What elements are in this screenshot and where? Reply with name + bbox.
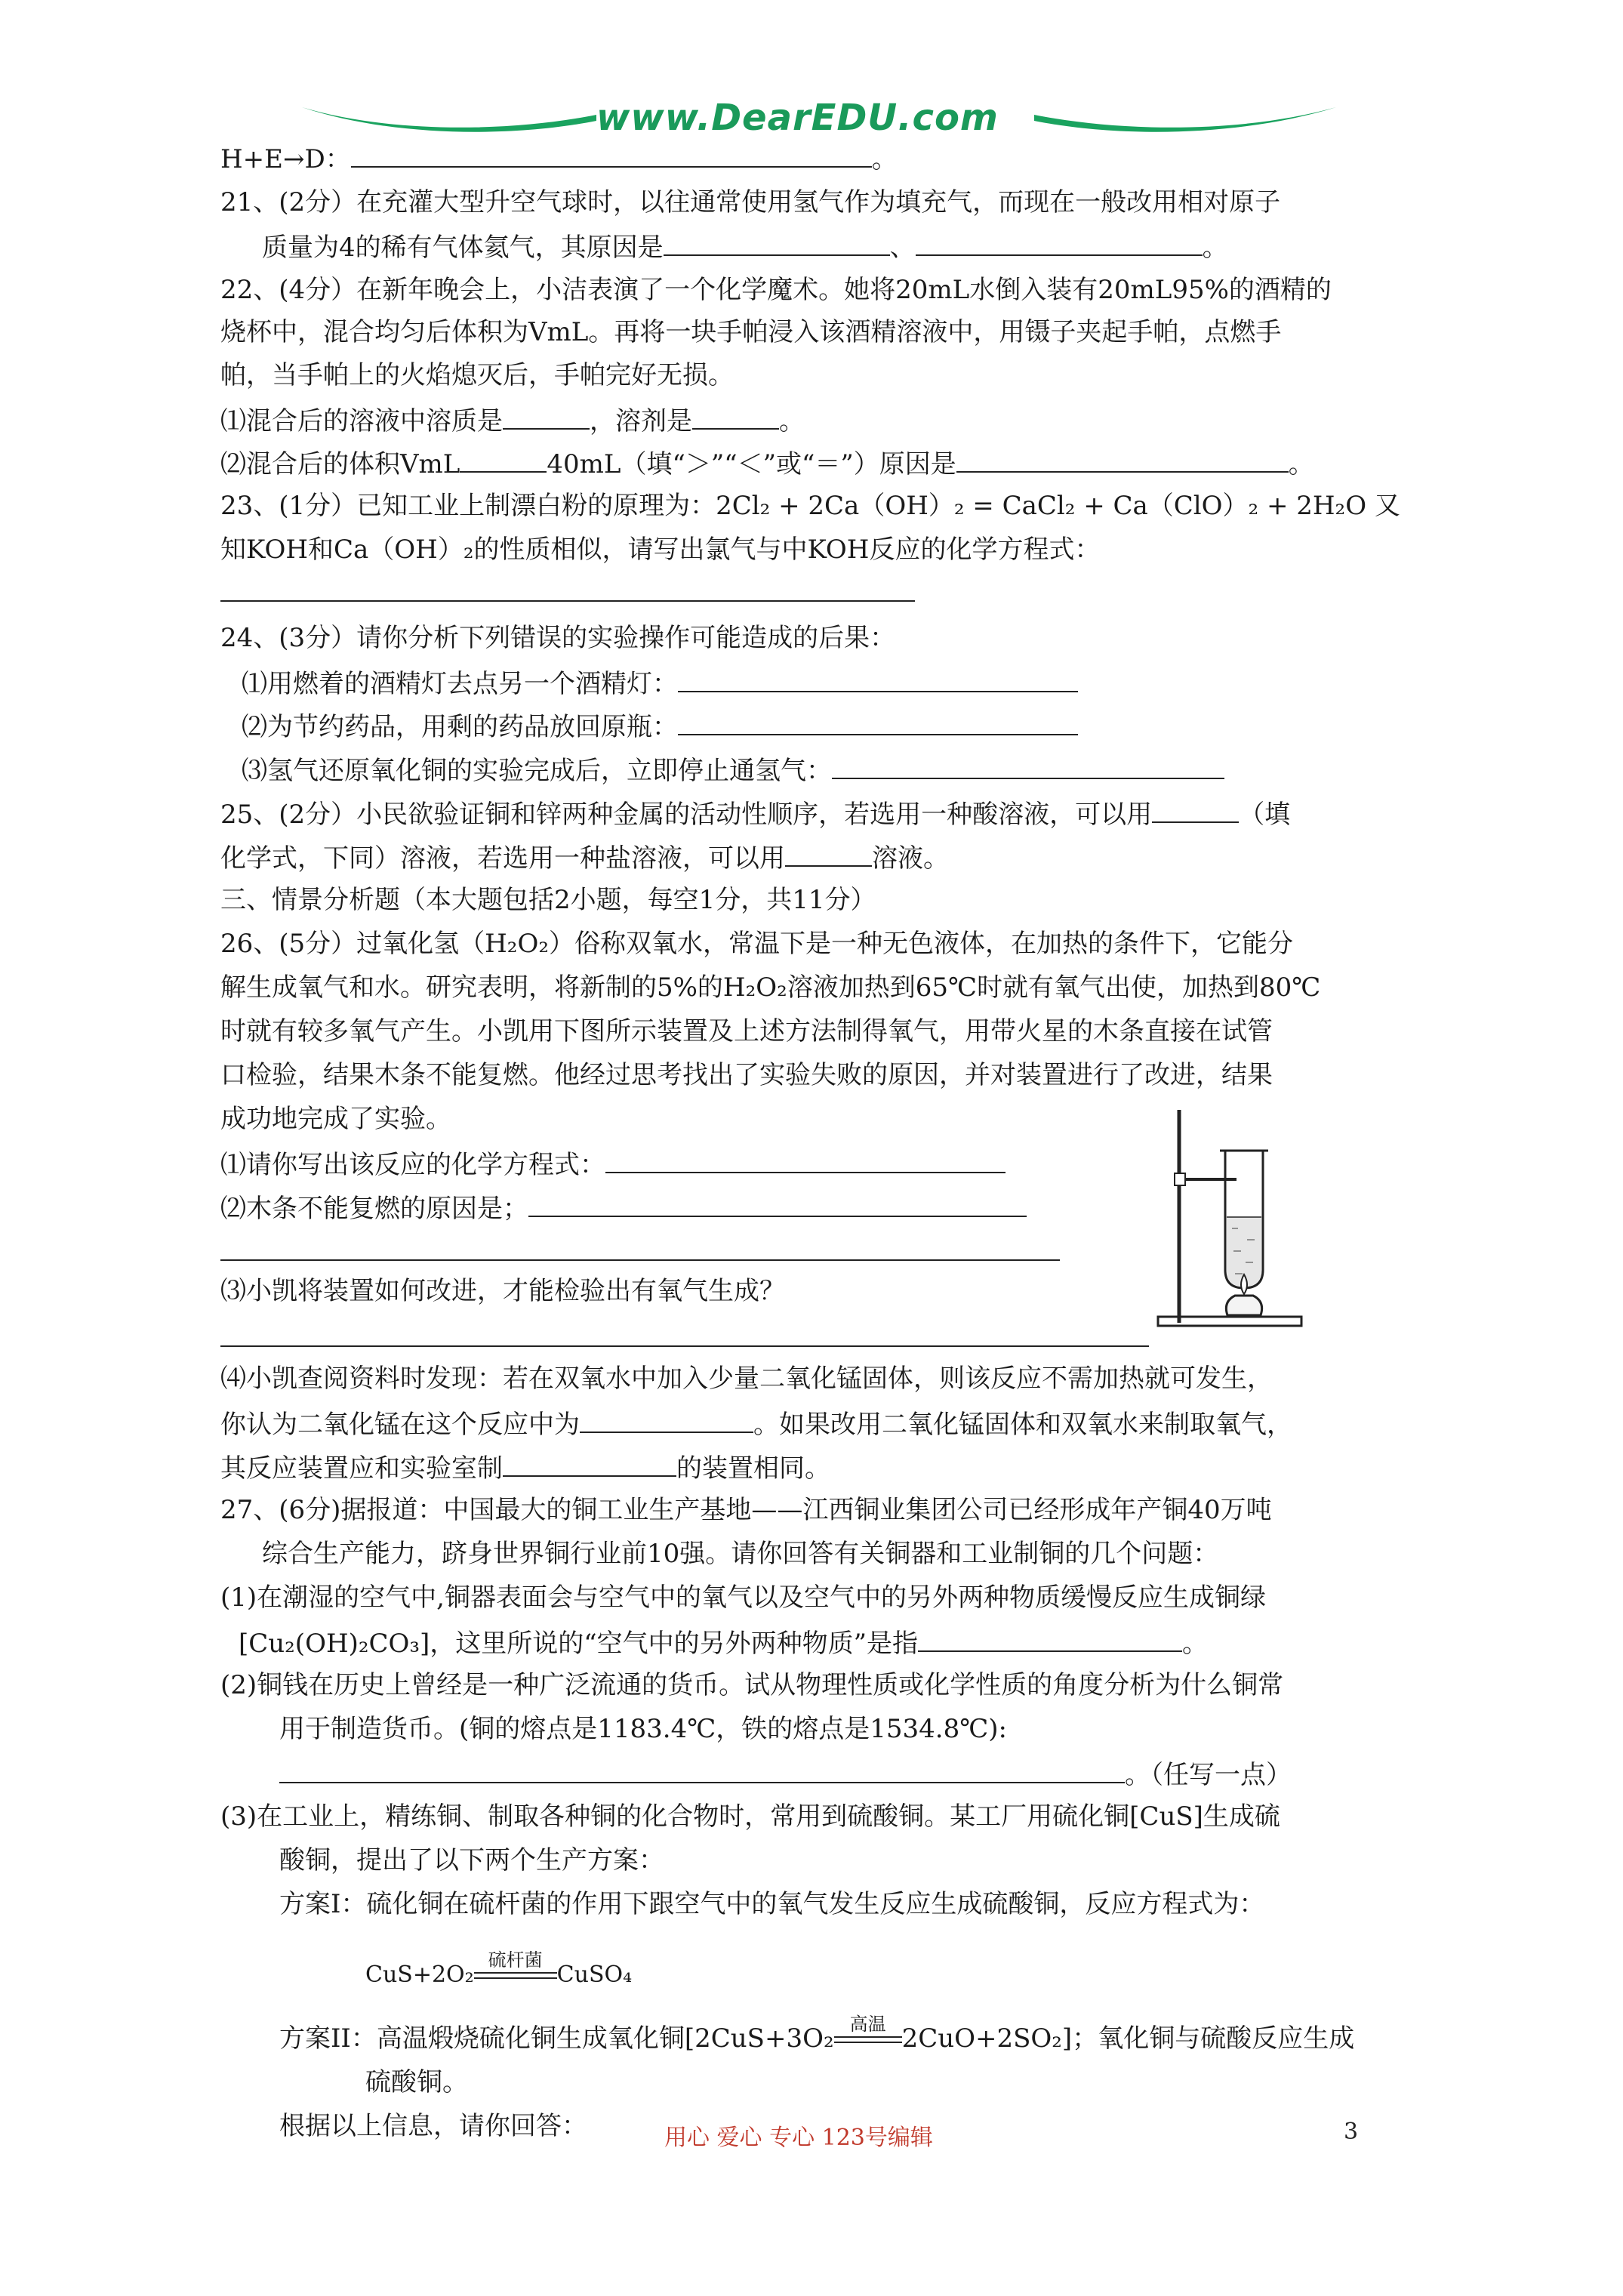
equation-plan-1	[365, 1949, 633, 1990]
answer-blank	[692, 404, 779, 430]
equation-reactants: CuS+2O₂	[365, 1962, 474, 1988]
q22-line3: 帕，当手帕上的火焰熄灭后，手帕完好无损。	[220, 360, 734, 390]
equation-products: CuSO₄	[556, 1962, 633, 1988]
header-logo: www.DearEDU.com	[596, 97, 999, 139]
answer-blank	[503, 1451, 676, 1477]
q26-line2: 解生成氧气和水。研究表明，将新制的5%的H₂O₂溶液加热到65℃时就有氧气出使，加热到80℃	[220, 972, 1321, 1003]
reaction-condition: 硫杆菌	[488, 1949, 543, 1971]
text: 。	[871, 144, 898, 174]
text: 其反应装置应和实验室制	[220, 1453, 503, 1484]
text: ⑶氢气还原氧化铜的实验完成后，立即停止通氢气：	[242, 756, 832, 786]
text: 。	[1288, 449, 1314, 479]
answer-blank	[351, 142, 872, 168]
q21-line2	[262, 230, 1228, 263]
q20-line	[220, 142, 898, 174]
answer-blank	[528, 1191, 1027, 1217]
apparatus-illustration	[1153, 1104, 1327, 1330]
section-heading: 三、情景分析题（本大题包括2小题，每空1分，共11分）	[220, 885, 876, 915]
text: 40mL（填“＞”“＜”或“＝”）原因是	[547, 449, 956, 479]
text: ⑴用燃着的酒精灯去点另一个酒精灯：	[242, 669, 678, 699]
text: 、	[889, 233, 916, 263]
q26-line3: 时就有较多氧气产生。小凯用下图所示装置及上述方法制得氧气，用带火星的木条直接在试管	[220, 1016, 1273, 1046]
answer-rule	[220, 600, 915, 602]
text: 。	[779, 406, 805, 436]
q26-line4: 口检验，结果木条不能复燃。他经过思考找出了实验失败的原因，并对装置进行了改进，结果	[220, 1060, 1273, 1090]
condition-equals	[834, 2014, 902, 2051]
q27-sub3-line1: (3)在工业上，精练铜、制取各种铜的化合物时，常用到硫酸铜。某工厂用硫化铜[CuS]生成硫	[220, 1801, 1280, 1832]
answer-blank	[503, 404, 590, 430]
q26-line5: 成功地完成了实验。	[220, 1104, 451, 1134]
q27-line2: 综合生产能力，跻身世界铜行业前10强。请你回答有关铜器和工业制铜的几个问题：	[262, 1539, 1219, 1569]
answer-blank	[678, 667, 1078, 692]
q22-line1: 22、(4分）在新年晚会上，小洁表演了一个化学魔术。她将20mL水倒入装有20mL95%的酒精的	[220, 275, 1332, 305]
q27-sub2-line2: 用于制造货币。(铜的熔点是1183.4℃，铁的熔点是1534.8℃):	[279, 1714, 1007, 1744]
answer-blank	[1152, 797, 1239, 823]
text: ⑵为节约药品，用剩的药品放回原瓶：	[242, 712, 678, 742]
text: 溶液。	[872, 843, 949, 874]
q26-sub3: ⑶小凯将装置如何改进，才能检验出有氧气生成？	[220, 1276, 785, 1306]
plan-2-line2: 硫酸铜。	[365, 2067, 468, 2097]
answer-blank	[279, 1758, 1125, 1783]
text: 的装置相同。	[676, 1453, 830, 1484]
answer-rule	[220, 1345, 1149, 1347]
q24-sub3	[242, 754, 1224, 786]
footer-text: 用心 爱心 专心 123号编辑	[664, 2125, 933, 2151]
header-swoosh-right	[1034, 98, 1336, 136]
page-number: 3	[1344, 2119, 1359, 2145]
q26-sub4-line3	[220, 1451, 830, 1484]
q25-line1	[220, 797, 1290, 830]
answer-blank	[664, 230, 890, 256]
text: 。	[1182, 1629, 1209, 1659]
q24-sub2	[242, 710, 1078, 742]
text: 化学式，下同）溶液，若选用一种盐溶液，可以用	[220, 843, 785, 874]
q22-sub1	[220, 404, 805, 436]
text: H+E→D：	[220, 144, 351, 174]
text: ⑴请你写出该反应的化学方程式：	[220, 1150, 605, 1180]
text: [Cu₂(OH)₂CO₃]，这里所说的“空气中的另外两种物质”是指	[239, 1629, 919, 1659]
text: 。（任写一点）	[1125, 1760, 1292, 1790]
answer-blank	[918, 1626, 1182, 1652]
answer-blank	[580, 1407, 753, 1433]
answer-blank	[956, 447, 1289, 473]
text: 。如果改用二氧化锰固体和双氧水来制取氧气，	[753, 1410, 1292, 1440]
text: 方案II：高温煅烧硫化铜生成氧化铜[2CuS+3O₂	[279, 2023, 834, 2054]
q22-sub2	[220, 447, 1314, 479]
condition-equals	[474, 1949, 557, 1987]
q27-sub2-line3	[279, 1758, 1292, 1790]
equals-sign	[474, 1971, 557, 1981]
header-swoosh-left	[302, 98, 596, 136]
answer-blank	[785, 841, 872, 867]
q23-line1: 23、(1分）已知工业上制漂白粉的原理为：2Cl₂ + 2Ca（OH）₂ = CaCl₂ + Ca（ClO）₂ + 2H₂O 又	[220, 491, 1400, 521]
plan-2-line1	[279, 2014, 1355, 2054]
answer-blank	[832, 754, 1224, 779]
answer-instruction: 根据以上信息，请你回答：	[279, 2111, 587, 2141]
answer-blank	[460, 447, 547, 473]
q23-line2: 知KOH和Ca（OH）₂的性质相似，请写出氯气与中KOH反应的化学方程式：	[220, 535, 1101, 565]
q26-sub2	[220, 1191, 1027, 1224]
plan-1-line: 方案I：硫化铜在硫杆菌的作用下跟空气中的氧气发生反应生成硫酸铜，反应方程式为：	[279, 1889, 1265, 1919]
text: 25、(2分）小民欲验证铜和锌两种金属的活动性顺序，若选用一种酸溶液，可以用	[220, 800, 1153, 830]
q21-line1: 21、(2分）在充灌大型升空气球时，以往通常使用氢气作为填充气，而现在一般改用相对原子	[220, 187, 1281, 217]
q26-sub1	[220, 1148, 1006, 1180]
text: 2CuO+2SO₂]；氧化铜与硫酸反应生成	[901, 2023, 1355, 2054]
q27-sub1-line2	[239, 1626, 1208, 1659]
answer-rule	[220, 1259, 1060, 1261]
text: ⑵混合后的体积VmL	[220, 449, 460, 479]
q27-sub1-line1: (1)在潮湿的空气中,铜器表面会与空气中的氧气以及空气中的另外两种物质缓慢反应生成铜绿	[220, 1583, 1266, 1613]
reaction-condition: 高温	[849, 2014, 886, 2035]
equals-sign	[834, 2035, 902, 2045]
text: （填	[1239, 800, 1291, 830]
answer-blank	[605, 1148, 1006, 1173]
text: 质量为4的稀有气体氦气，其原因是	[262, 233, 664, 263]
q26-line1: 26、(5分）过氧化氢（H₂O₂）俗称双氧水，常温下是一种无色液体，在加热的条件下，它能分	[220, 929, 1293, 959]
text: ，溶剂是	[590, 406, 692, 436]
q27-sub3-line2: 酸铜，提出了以下两个生产方案：	[279, 1845, 664, 1875]
q25-line2	[220, 841, 949, 874]
q26-sub4-line2	[220, 1407, 1292, 1440]
answer-blank	[916, 230, 1203, 256]
q26-sub4-line1: ⑷小凯查阅资料时发现：若在双氧水中加入少量二氧化锰固体，则该反应不需加热就可发生，	[220, 1364, 1273, 1394]
text: 。	[1202, 233, 1228, 263]
text: 你认为二氧化锰在这个反应中为	[220, 1410, 580, 1440]
text: ⑵木条不能复燃的原因是；	[220, 1194, 528, 1224]
q22-line2: 烧杯中，混合均匀后体积为VmL。再将一块手帕浸入该酒精溶液中，用镊子夹起手帕，点燃手	[220, 317, 1282, 347]
q27-line1: 27、(6分)据报道：中国最大的铜工业生产基地——江西铜业集团公司已经形成年产铜40万吨	[220, 1495, 1272, 1525]
q24-sub1	[242, 667, 1078, 699]
text: ⑴混合后的溶液中溶质是	[220, 406, 503, 436]
q27-sub2-line1: (2)铜钱在历史上曾经是一种广泛流通的货币。试从物理性质或化学性质的角度分析为什么铜常	[220, 1670, 1284, 1700]
answer-blank	[678, 710, 1078, 735]
q24-line1: 24、(3分）请你分析下列错误的实验操作可能造成的后果：	[220, 623, 896, 653]
